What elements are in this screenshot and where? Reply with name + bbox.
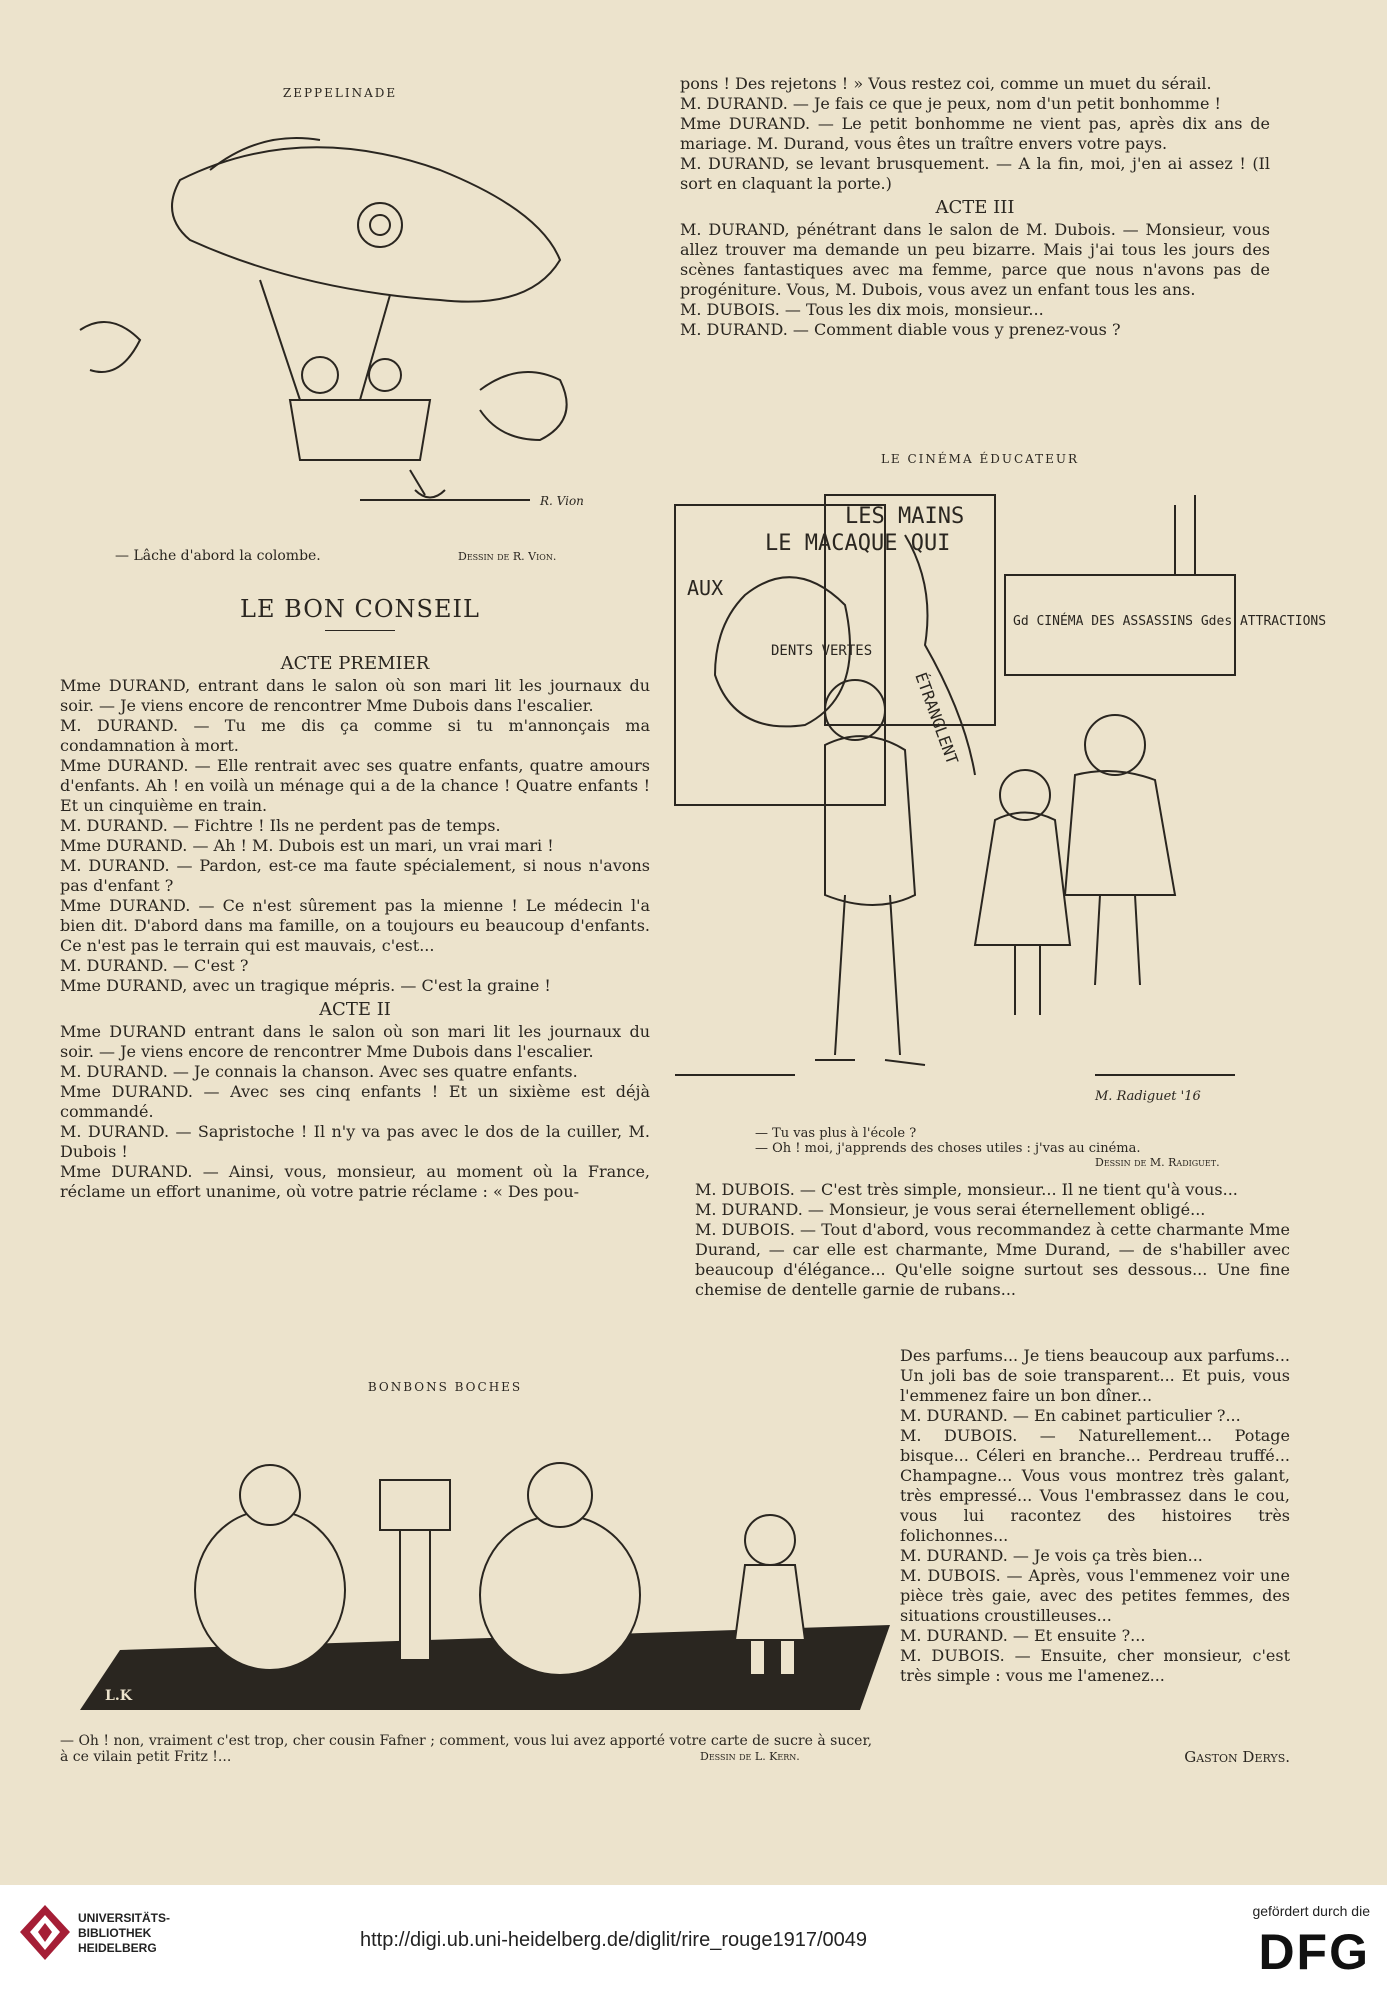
- col3-line: Des parfums... Je tiens beaucoup aux parfums... Un joli bas de soie transparent... Et puis, vous l'emmenez faire un bon dîner...: [900, 1346, 1290, 1405]
- column-1: [60, 650, 650, 1202]
- act2-heading: ACTE II: [319, 999, 391, 1020]
- act2-line: M. DURAND. — Je connais la chanson. Avec ses quatre enfants.: [60, 1062, 578, 1081]
- bonbons-monogram: L.K: [105, 1688, 132, 1704]
- bonbons-title: BONBONS BOCHES: [367, 1380, 523, 1394]
- cinema-title: LE CINÉMA ÉDUCATEUR: [880, 452, 1080, 466]
- col2-line: M. DURAND, se levant brusquement. — A la fin, moi, j'en ai assez ! (Il sort en claquant la porte.): [680, 154, 1270, 193]
- col3-line: M. DURAND. — Je vois ça très bien...: [900, 1546, 1203, 1565]
- col2b-line: M. DURAND. — Monsieur, je vous serai éternellement obligé...: [695, 1200, 1206, 1219]
- library-logo-icon: [20, 1905, 70, 1960]
- zeppelin-caption: — Lâche d'abord la colombe.: [115, 548, 321, 564]
- cinema-caption-2: — Oh ! moi, j'apprends des choses utiles : j'vas au cinéma.: [755, 1141, 1141, 1156]
- act1-line: M. DURAND. — Tu me dis ça comme si tu m'annonçais ma condamnation à mort.: [60, 716, 650, 755]
- poster-aux: AUX: [687, 576, 724, 600]
- library-footer: [0, 1885, 1387, 1989]
- dfg-logo: DFG: [1258, 1924, 1370, 1980]
- title-rule: [325, 630, 395, 631]
- col2-line: Mme DURAND. — Le petit bonhomme ne vient pas, après dix ans de mariage. M. Durand, vous êtes un traître envers votre pays.: [680, 114, 1270, 153]
- act1-line: Mme DURAND, entrant dans le salon où son mari lit les journaux du soir. — Je viens encore de rencontrer Mme Dubois dans l'escalier.: [60, 676, 650, 715]
- act3-heading: ACTE III: [935, 197, 1015, 218]
- bonbons-illustration: [60, 1400, 900, 1720]
- zeppelin-illustration: [60, 110, 620, 540]
- article-title: LE BON CONSEIL: [240, 595, 480, 623]
- poster-macaque: LE MACAQUE QUI: [765, 531, 951, 556]
- col2b-line: M. DUBOIS. — C'est très simple, monsieur... Il ne tient qu'à vous...: [695, 1180, 1238, 1199]
- act3-line: M. DUBOIS. — Tous les dix mois, monsieur...: [680, 300, 1044, 319]
- cinema-caption-1: — Tu vas plus à l'école ?: [755, 1126, 917, 1141]
- col3-line: M. DUBOIS. — Ensuite, cher monsieur, c'est très simple : vous me l'amenez...: [900, 1646, 1290, 1685]
- poster-assassins: Gd CINÉMA DES ASSASSINS Gdes ATTRACTIONS: [1013, 614, 1327, 629]
- footer-url[interactable]: http://digi.ub.uni-heidelberg.de/diglit/rire_rouge1917/0049: [360, 1929, 868, 1951]
- cinema-signature: M. Radiguet '16: [1095, 1089, 1201, 1104]
- act1-line: Mme DURAND. — Ce n'est sûrement pas la mienne ! Le médecin l'a bien dit. D'abord dans ma famille, on a toujours eu beaucoup d'enfants. Ce n'est pas le terrain qui est mauvais, c'est...: [60, 896, 650, 955]
- bonbons-caption: — Oh ! non, vraiment c'est trop, cher cousin Fafner ; comment, vous lui avez apporté votre carte de sucre à sucer, à ce vilain petit Fritz !...: [60, 1733, 873, 1765]
- poster-dents: DENTS VERTES: [771, 643, 873, 659]
- bonbons-credit: Dessin de L. Kern.: [700, 1750, 800, 1763]
- column-3: [900, 1346, 1290, 1686]
- act1-line: M. DURAND. — Fichtre ! Ils ne perdent pas de temps.: [60, 816, 501, 835]
- col3-line: M. DURAND. — En cabinet particulier ?...: [900, 1406, 1241, 1425]
- act1-line: Mme DURAND. — Ah ! M. Dubois est un mari, un vrai mari !: [60, 836, 554, 855]
- zeppelin-credit: Dessin de R. Vion.: [458, 550, 557, 563]
- zeppelin-signature: R. Vion: [540, 494, 584, 508]
- col3-line: M. DUBOIS. — Après, vous l'emmenez voir une pièce très gaie, avec des petites femmes, des situations croustilleuses...: [900, 1566, 1290, 1625]
- act3-line: M. DURAND. — Comment diable vous y prenez-vous ?: [680, 320, 1121, 339]
- col3-line: M. DUBOIS. — Naturellement... Potage bisque... Céleri en branche... Perdreau truffé... Champagne... Vous vous montrez très galant, très empressé... Vous l'embrassez dans le cou, vous lui racontez des histoires très folichonnes...: [900, 1426, 1290, 1545]
- act2-line: Mme DURAND. — Ainsi, vous, monsieur, au moment où la France, réclame un effort unanime, où votre patrie réclame : « Des pou-: [60, 1162, 650, 1201]
- act2-line: M. DURAND. — Sapristoche ! Il n'y va pas avec le dos de la cuiller, M. Dubois !: [60, 1122, 650, 1161]
- zeppelin-title: ZEPPELINADE: [282, 86, 398, 100]
- library-name: UNIVERSITÄTS-BIBLIOTHEK HEIDELBERG: [78, 1911, 171, 1955]
- act1-heading: ACTE PREMIER: [280, 653, 430, 674]
- act2-line: Mme DURAND. — Avec ses cinq enfants ! Et un sixième est déjà commandé.: [60, 1082, 650, 1121]
- column-2-bottom: [695, 1180, 1290, 1300]
- col2-line: M. DURAND. — Je fais ce que je peux, nom d'un petit bonhomme !: [680, 94, 1221, 113]
- act2-line: Mme DURAND entrant dans le salon où son mari lit les journaux du soir. — Je viens encore de rencontrer Mme Dubois dans l'escalier.: [60, 1022, 650, 1061]
- act1-line: Mme DURAND. — Elle rentrait avec ses quatre enfants, quatre amours d'enfants. Ah ! en voilà un ménage qui a de la chance ! Quatre enfants ! Et un cinquième en train.: [60, 756, 650, 815]
- col2b-line: M. DUBOIS. — Tout d'abord, vous recommandez à cette charmante Mme Durand, — car elle est charmante, Mme Durand, — de s'habiller avec beaucoup d'élégance... Qu'elle soigne surtout ses dessous... Une fine chemise de dentelle garnie de rubans...: [695, 1220, 1290, 1299]
- act1-line: Mme DURAND, avec un tragique mépris. — C'est la graine !: [60, 976, 551, 995]
- poster-mains: LES MAINS: [845, 504, 965, 529]
- column-2-top: [680, 74, 1270, 340]
- poster-etranglent: ÉTRANGLENT: [911, 669, 963, 767]
- act1-line: M. DURAND. — Pardon, est-ce ma faute spécialement, si nous n'avons pas d'enfant ?: [60, 856, 650, 895]
- author-signature: Gaston Derys.: [1184, 1748, 1290, 1766]
- funding-note: gefördert durch die: [1252, 1903, 1370, 1919]
- act1-line: M. DURAND. — C'est ?: [60, 956, 249, 975]
- cinema-illustration: [675, 475, 1327, 1104]
- col3-line: M. DURAND. — Et ensuite ?...: [900, 1626, 1146, 1645]
- act3-line: M. DURAND, pénétrant dans le salon de M. Dubois. — Monsieur, vous allez trouver ma demande un peu bizarre. Mais j'ai tous les jours des scènes fantastiques avec ma femme, parce que nous n'avons pas de progéniture. Vous, M. Dubois, vous avez un enfant tous les ans.: [680, 220, 1270, 299]
- col2-line: pons ! Des rejetons ! » Vous restez coi, comme un muet du sérail.: [680, 74, 1212, 93]
- cinema-credit: Dessin de M. Radiguet.: [1095, 1156, 1220, 1169]
